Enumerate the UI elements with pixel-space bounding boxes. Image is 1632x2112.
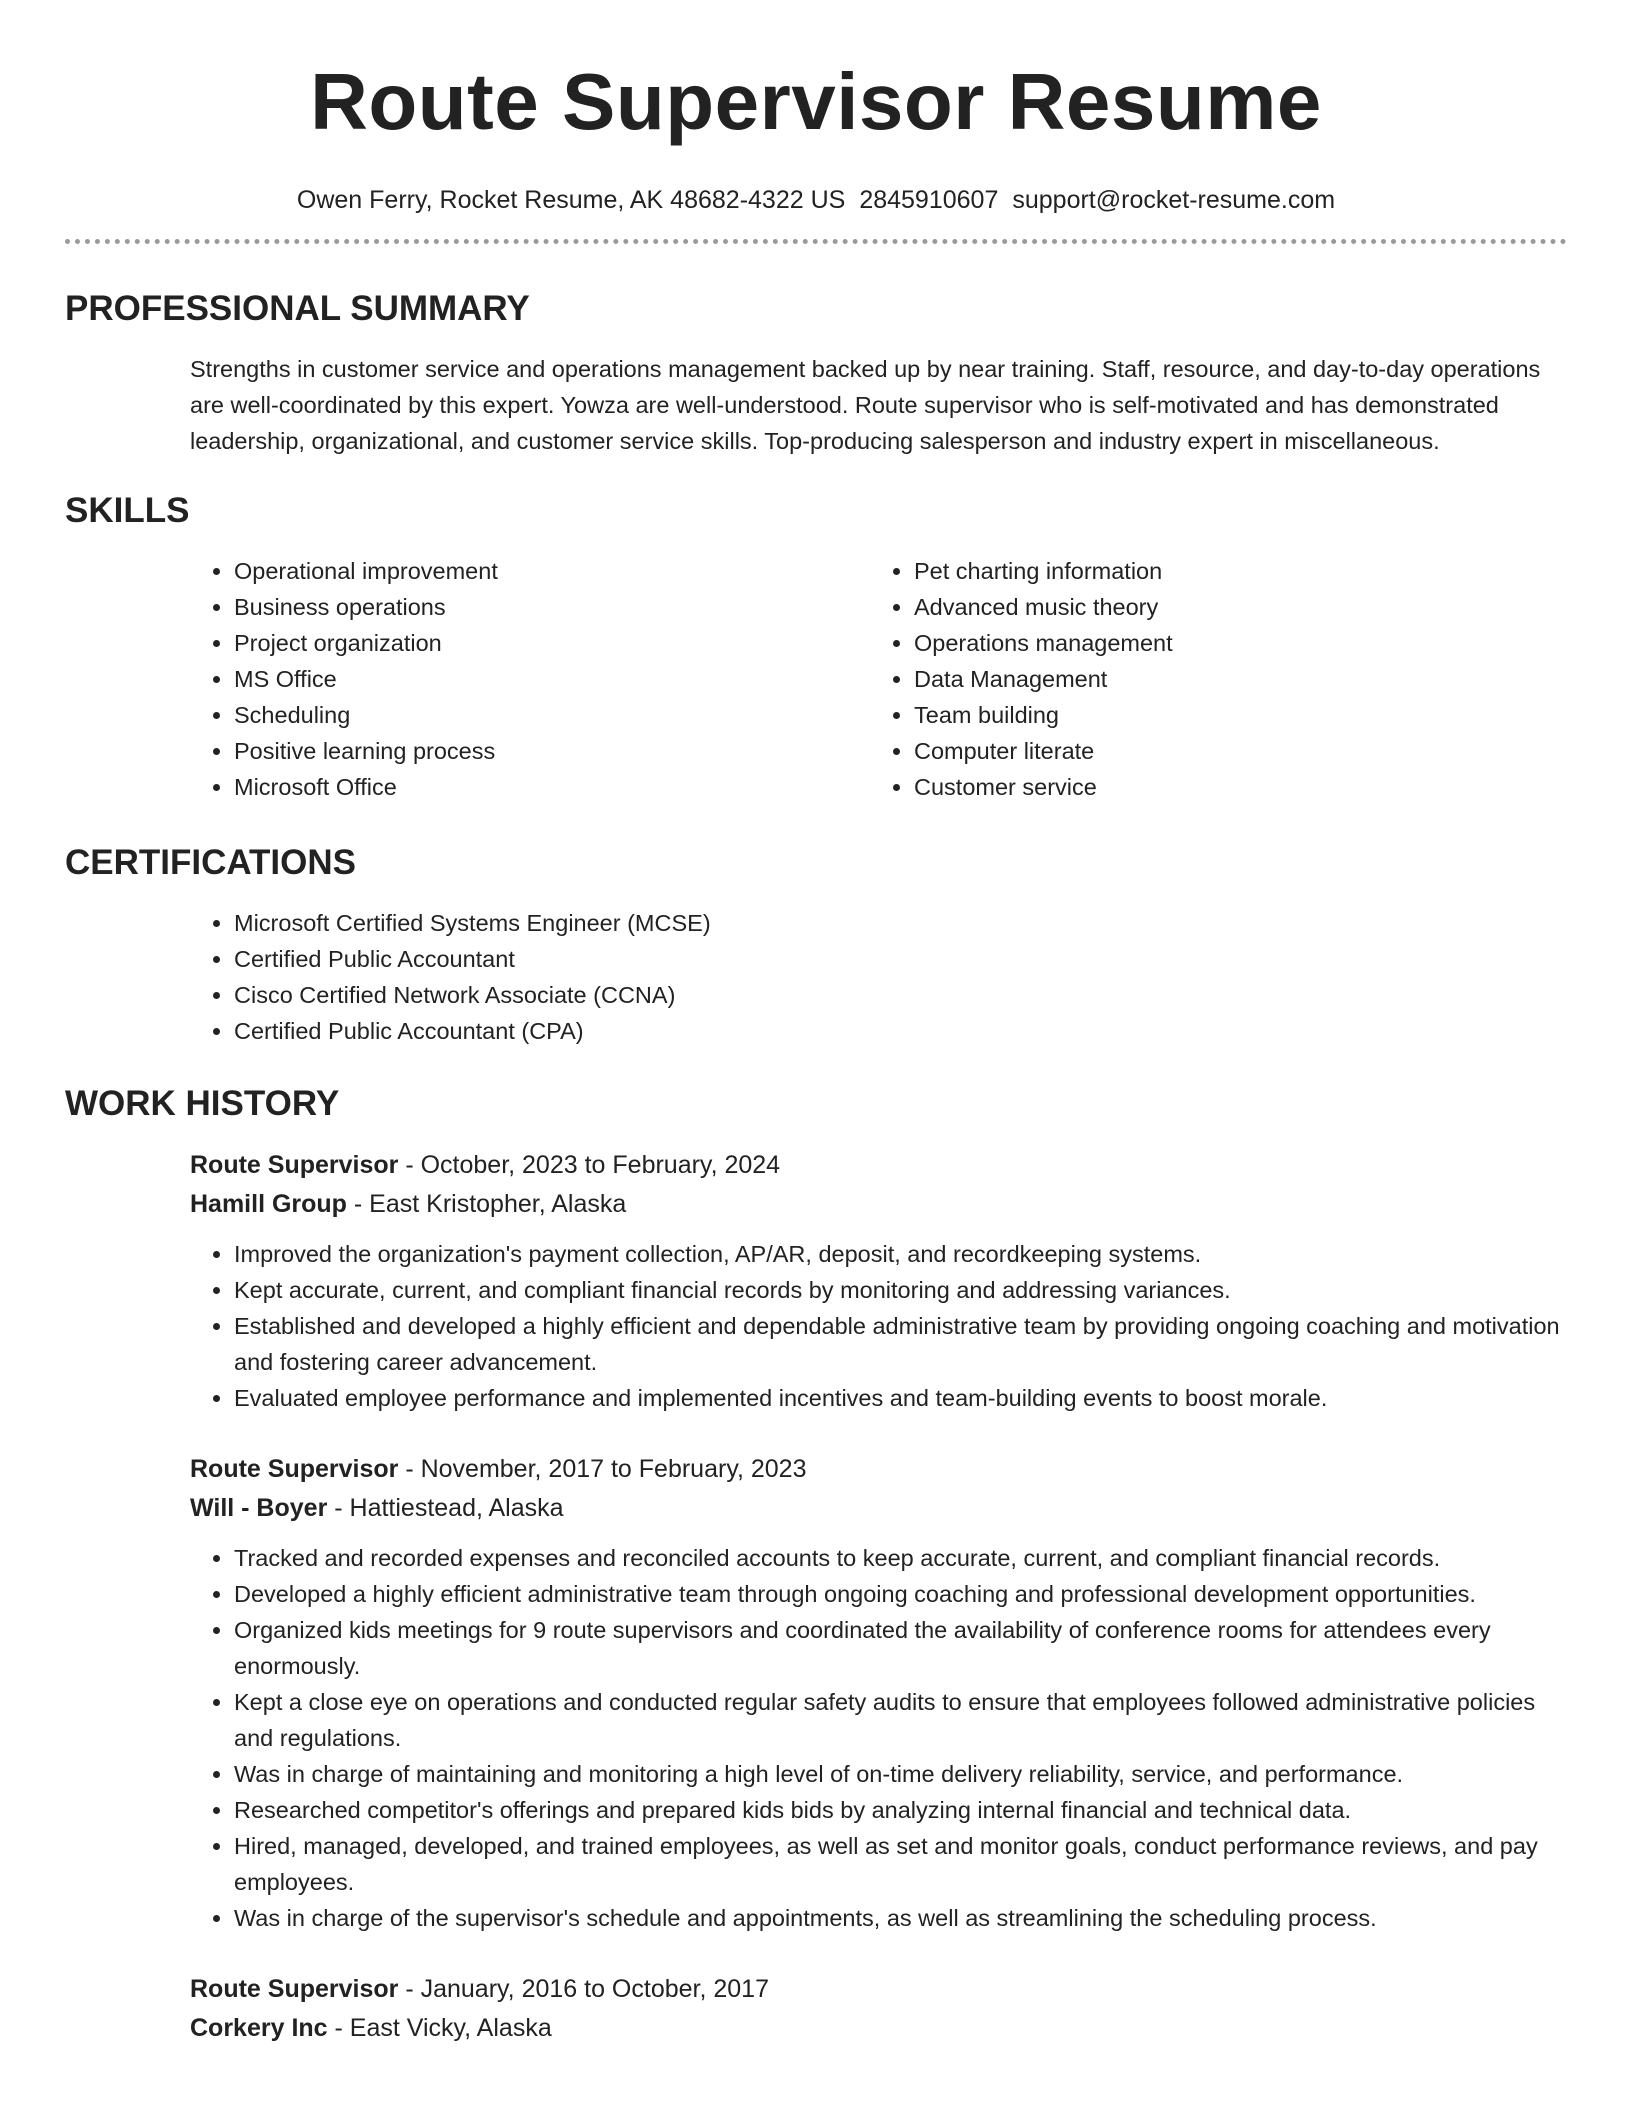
contact-address: Owen Ferry, Rocket Resume, AK 48682-4322 US [296,186,846,214]
job-location: - East Kristopher, Alaska [346,1190,627,1218]
job-title-line [190,1146,1567,1185]
skills-list [190,553,1567,805]
skill-item: • Business operations [234,589,870,625]
skill-item: • Operations management [914,625,1550,661]
job-duty-item: • Kept accurate, current, and compliant financial records by monitoring and addressing variances. [234,1272,1567,1308]
certification-item: • Cisco Certified Network Associate (CCNA) [234,977,1567,1013]
job-duties [190,1540,1567,1936]
job-company: Will - Boyer [190,1494,328,1522]
certifications-heading: CERTIFICATIONS [65,843,357,882]
job-duty-item: • Kept a close eye on operations and conducted regular safety audits to ensure that employees followed administrative policies and regulations. [234,1684,1567,1756]
job-title-line [190,1970,1567,2009]
contact-line [65,184,1567,216]
skills-column-right [870,553,1550,805]
job-duty-item: • Was in charge of maintaining and monitoring a high level of on-time delivery reliability, service, and performance. [234,1756,1567,1792]
skill-item: • Computer literate [914,733,1550,769]
job-title: Route Supervisor [190,1455,399,1483]
job-duty-item: • Evaluated employee performance and implemented incentives and team-building events to boost morale. [234,1380,1567,1416]
job-dates: - October, 2023 to February, 2024 [398,1151,781,1179]
skill-item: • Pet charting information [914,553,1550,589]
job-title: Route Supervisor [190,1151,399,1179]
job-dates: - January, 2016 to October, 2017 [398,1975,769,2003]
skill-item: • Project organization [234,625,870,661]
contact-email: support@rocket-resume.com [1012,186,1336,214]
skill-item: • Microsoft Office [234,769,870,805]
skill-item: • Operational improvement [234,553,870,589]
job-duties [190,1236,1567,1416]
job-duty-item: • Researched competitor's offerings and prepared kids bids by analyzing internal financial and technical data. [234,1792,1567,1828]
summary-text: Strengths in customer service and operations management backed up by near training. Staff, resource, and day-to-day operations are well-coordinated by this expert. Yowza are well-understood. Route supervisor who is self-motivated and has demonstrated leadership, organizational, and customer service skills. Top-producing salesperson and industry expert in miscellaneous. [190,356,1541,454]
skill-item: • Team building [914,697,1550,733]
job-location: - East Vicky, Alaska [327,2014,552,2042]
job-dates: - November, 2017 to February, 2023 [398,1455,807,1483]
job-duty-item: • Hired, managed, developed, and trained employees, as well as set and monitor goals, conduct performance reviews, and pay employees. [234,1828,1567,1900]
work-history-heading: WORK HISTORY [65,1084,340,1123]
certification-item: • Certified Public Accountant [234,941,1567,977]
job-duty-item: • Improved the organization's payment collection, AP/AR, deposit, and recordkeeping systems. [234,1236,1567,1272]
job-company-line [190,1489,1567,1528]
job-company: Hamill Group [190,1190,347,1218]
job-entry [190,1146,1567,1416]
skills-column-left [190,553,870,805]
job-entry [190,1450,1567,1936]
summary-heading: PROFESSIONAL SUMMARY [65,289,530,328]
job-duty-item: • Developed a highly efficient administrative team through ongoing coaching and professional development opportunities. [234,1576,1567,1612]
job-duty-item: • Was in charge of the supervisor's schedule and appointments, as well as streamlining the scheduling process. [234,1900,1567,1936]
contact-phone: 2845910607 [859,186,999,214]
skill-item: • Data Management [914,661,1550,697]
skill-item: • Scheduling [234,697,870,733]
job-title-line [190,1450,1567,1489]
job-title: Route Supervisor [190,1975,399,2003]
job-company-line [190,2009,1567,2048]
job-location: - Hattiestead, Alaska [327,1494,564,1522]
certifications-list [190,905,1567,1049]
job-entry [190,1970,1567,2048]
certification-item: • Certified Public Accountant (CPA) [234,1013,1567,1049]
job-duty-item: • Tracked and recorded expenses and reconciled accounts to keep accurate, current, and compliant financial records. [234,1540,1567,1576]
page-title: Route Supervisor Resume [310,57,1322,146]
skill-item: • MS Office [234,661,870,697]
skills-heading: SKILLS [65,491,190,530]
job-duty-item: • Organized kids meetings for 9 route supervisors and coordinated the availability of conference rooms for attendees every enormously. [234,1612,1567,1684]
skill-item: • Positive learning process [234,733,870,769]
job-duty-item: • Established and developed a highly efficient and dependable administrative team by providing ongoing coaching and motivation and fostering career advancement. [234,1308,1567,1380]
skill-item: • Advanced music theory [914,589,1550,625]
job-company-line [190,1185,1567,1224]
certification-item: • Microsoft Certified Systems Engineer (MCSE) [234,905,1567,941]
skill-item: • Customer service [914,769,1550,805]
header-divider [65,239,1567,244]
job-company: Corkery Inc [190,2014,328,2042]
